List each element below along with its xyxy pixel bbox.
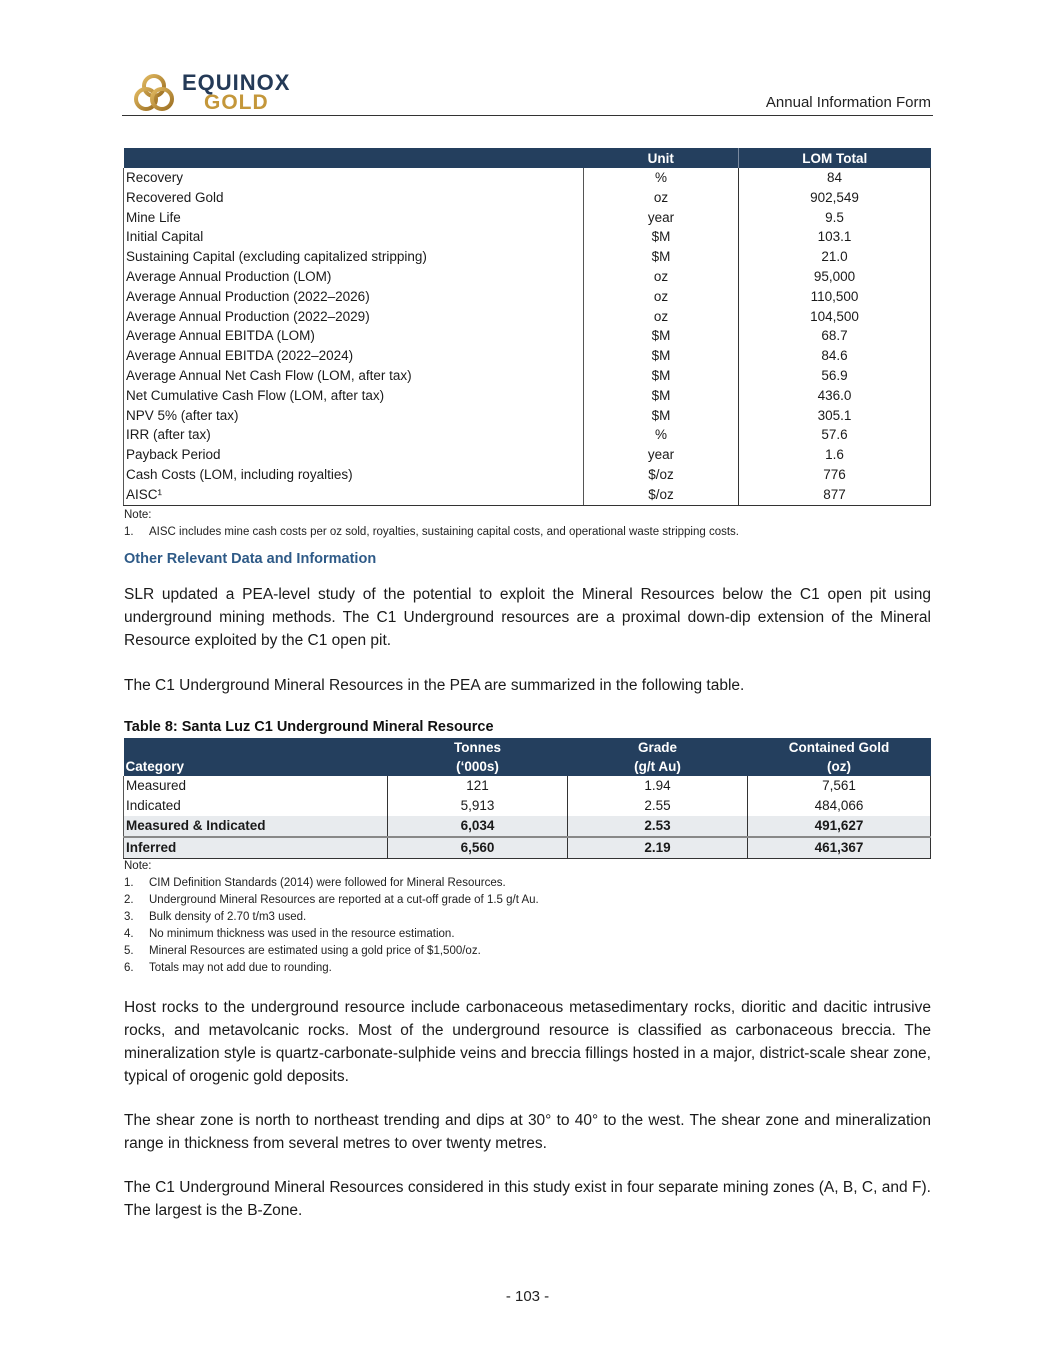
row-unit: $M — [584, 386, 739, 406]
table-row — [124, 485, 931, 505]
table-row — [124, 366, 931, 386]
note-number: 6. — [124, 962, 134, 974]
row-grade: 2.55 — [568, 796, 748, 816]
paragraph: The C1 Underground Mineral Resources in the PEA are summarized in the following table. — [124, 677, 745, 694]
header-line1: Grade — [637, 740, 678, 755]
row-label: IRR (after tax) — [124, 425, 584, 445]
row-contained-gold: 484,066 — [748, 796, 931, 816]
economics-summary-table — [123, 148, 931, 506]
table-row — [124, 346, 931, 366]
row-grade: 2.19 — [568, 837, 748, 859]
paragraph: The C1 Underground Mineral Resources considered in this study exist in four separate mining zones (A, B, C, and F). The largest is the B-Zone. — [124, 1179, 931, 1219]
table-row — [124, 386, 931, 406]
table-row — [124, 326, 931, 346]
table-row — [124, 208, 931, 228]
row-tonnes: 6,560 — [388, 837, 568, 859]
note-text: AISC includes mine cash costs per oz sold, royalties, sustaining capital costs, and operational waste stripping costs. — [149, 526, 739, 538]
column-header-tonnes — [388, 738, 568, 776]
row-label: AISC¹ — [124, 485, 584, 505]
row-category: Indicated — [124, 796, 388, 816]
row-tonnes: 5,913 — [388, 796, 568, 816]
column-header-contained-gold — [748, 738, 931, 776]
note-text: Underground Mineral Resources are reported at a cut-off grade of 1.5 g/t Au. — [149, 894, 539, 906]
table-row — [124, 188, 931, 208]
paragraph: SLR updated a PEA-level study of the potential to exploit the Mineral Resources below the C1 open pit using underground mining methods. The C1 Underground resources are a proximal down-dip extension of the Mineral Resource exploited by the C1 open pit. — [124, 586, 931, 649]
table-row — [124, 776, 931, 796]
row-grade: 2.53 — [568, 816, 748, 837]
note-text: CIM Definition Standards (2014) were followed for Mineral Resources. — [149, 877, 506, 889]
table-row — [124, 168, 931, 188]
subtotal-row — [124, 816, 931, 837]
equinox-gold-logo — [134, 72, 304, 114]
table2-notes — [124, 858, 539, 977]
paragraph: The shear zone is north to northeast trending and dips at 30° to 40° to the west. The shear zone and mineralization range in thickness from several metres to over twenty metres. — [124, 1112, 931, 1152]
row-category: Inferred — [124, 837, 388, 859]
row-unit: oz — [584, 287, 739, 307]
row-label: Average Annual EBITDA (2022–2024) — [124, 346, 584, 366]
row-value: 1.6 — [739, 445, 931, 465]
header-line1: Contained Gold — [788, 740, 890, 755]
table-row — [124, 227, 931, 247]
row-label: Average Annual Production (2022–2026) — [124, 287, 584, 307]
page-header — [122, 70, 933, 116]
row-label: Cash Costs (LOM, including royalties) — [124, 465, 584, 485]
note-item — [124, 875, 539, 892]
note-text: No minimum thickness was used in the resource estimation. — [149, 928, 455, 940]
row-unit: $/oz — [584, 465, 739, 485]
table-row — [124, 796, 931, 816]
note-text: Bulk density of 2.70 t/m3 used. — [149, 911, 307, 923]
row-contained-gold: 7,561 — [748, 776, 931, 796]
row-label: Average Annual Net Cash Flow (LOM, after tax) — [124, 366, 584, 386]
column-header-grade — [568, 738, 748, 776]
note-item — [124, 943, 539, 960]
table1-notes — [124, 507, 739, 541]
table-row — [124, 267, 931, 287]
row-value: 21.0 — [739, 247, 931, 267]
row-label: NPV 5% (after tax) — [124, 406, 584, 426]
column-header-item — [124, 148, 584, 168]
note-label: Note: — [124, 860, 152, 872]
note-number: 4. — [124, 928, 134, 940]
note-number: 1. — [124, 877, 134, 889]
table-row — [124, 247, 931, 267]
row-contained-gold: 491,627 — [748, 816, 931, 837]
row-value: 84 — [739, 168, 931, 188]
mineral-resource-table — [123, 738, 931, 859]
table-row — [124, 425, 931, 445]
table-row — [124, 287, 931, 307]
row-label: Initial Capital — [124, 227, 584, 247]
header-line2: (oz) — [827, 759, 851, 774]
page-number: - 103 - — [505, 1288, 550, 1305]
column-header-unit: Unit — [584, 148, 739, 168]
row-value: 84.6 — [739, 346, 931, 366]
header-line1: Tonnes — [454, 740, 501, 755]
row-grade: 1.94 — [568, 776, 748, 796]
table-row — [124, 465, 931, 485]
row-label: Net Cumulative Cash Flow (LOM, after tax) — [124, 386, 584, 406]
section-subheading: Other Relevant Data and Information — [124, 551, 377, 567]
row-label: Sustaining Capital (excluding capitalized stripping) — [124, 247, 584, 267]
row-unit: $M — [584, 247, 739, 267]
row-value: 103.1 — [739, 227, 931, 247]
note-label: Note: — [124, 509, 152, 521]
row-value: 436.0 — [739, 386, 931, 406]
inferred-row — [124, 837, 931, 859]
row-unit: oz — [584, 307, 739, 327]
row-label: Recovery — [124, 168, 584, 188]
logo-text-equinox: EQUINOX — [182, 70, 291, 95]
row-label: Average Annual EBITDA (LOM) — [124, 326, 584, 346]
logo-knot-icon — [134, 72, 174, 114]
note-number: 2. — [124, 894, 134, 906]
note-item — [124, 909, 539, 926]
note-item — [124, 960, 539, 977]
row-label: Recovered Gold — [124, 188, 584, 208]
row-label: Mine Life — [124, 208, 584, 228]
row-unit: oz — [584, 188, 739, 208]
table-row — [124, 406, 931, 426]
table-row — [124, 307, 931, 327]
row-label: Payback Period — [124, 445, 584, 465]
row-unit: $M — [584, 366, 739, 386]
table-header-row — [124, 738, 931, 776]
logo-text-gold: GOLD — [204, 91, 269, 114]
row-unit: oz — [584, 267, 739, 287]
header-line2: Category — [125, 759, 185, 774]
row-value: 56.9 — [739, 366, 931, 386]
row-unit: $/oz — [584, 485, 739, 505]
row-unit: $M — [584, 227, 739, 247]
row-value: 104,500 — [739, 307, 931, 327]
row-value: 57.6 — [739, 425, 931, 445]
row-unit: year — [584, 445, 739, 465]
row-value: 305.1 — [739, 406, 931, 426]
note-number: 3. — [124, 911, 134, 923]
row-unit: % — [584, 425, 739, 445]
row-label: Average Annual Production (LOM) — [124, 267, 584, 287]
row-unit: % — [584, 168, 739, 188]
note-number: 1. — [124, 526, 134, 538]
row-category: Measured — [124, 776, 388, 796]
row-category: Measured & Indicated — [124, 816, 388, 837]
table-caption: Table 8: Santa Luz C1 Underground Mineral Resource — [124, 719, 494, 735]
table-row — [124, 445, 931, 465]
row-contained-gold: 461,367 — [748, 837, 931, 859]
note-text: Mineral Resources are estimated using a gold price of $1,500/oz. — [149, 945, 481, 957]
column-header-category — [124, 738, 388, 776]
header-line2: (g/t Au) — [634, 759, 681, 774]
note-number: 5. — [124, 945, 134, 957]
row-unit: $M — [584, 406, 739, 426]
row-unit: $M — [584, 346, 739, 366]
column-header-lom-total: LOM Total — [739, 148, 931, 168]
row-value: 68.7 — [739, 326, 931, 346]
note-item — [124, 524, 739, 541]
note-item — [124, 892, 539, 909]
paragraph: Host rocks to the underground resource include carbonaceous metasedimentary rocks, dioritic and dacitic intrusive rocks, and metavolcanic rocks. Most of the underground resource is classified as carbonaceous breccia. The mineralization style is quartz-carbonate-sulphide veins and breccia fillings hosted in a major, district-scale shear zone, typical of orogenic gold deposits. — [124, 999, 931, 1085]
row-value: 95,000 — [739, 267, 931, 287]
header-line2: (‘000s) — [456, 759, 499, 774]
note-text: Totals may not add due to rounding. — [149, 962, 332, 974]
row-tonnes: 6,034 — [388, 816, 568, 837]
note-item — [124, 926, 539, 943]
row-unit: year — [584, 208, 739, 228]
row-value: 902,549 — [739, 188, 931, 208]
row-value: 776 — [739, 465, 931, 485]
row-tonnes: 121 — [388, 776, 568, 796]
row-value: 110,500 — [739, 287, 931, 307]
document-title: Annual Information Form — [765, 94, 931, 111]
row-value: 877 — [739, 485, 931, 505]
row-unit: $M — [584, 326, 739, 346]
row-label: Average Annual Production (2022–2029) — [124, 307, 584, 327]
row-value: 9.5 — [739, 208, 931, 228]
header-line1 — [126, 738, 388, 757]
table-header-row — [124, 148, 931, 168]
